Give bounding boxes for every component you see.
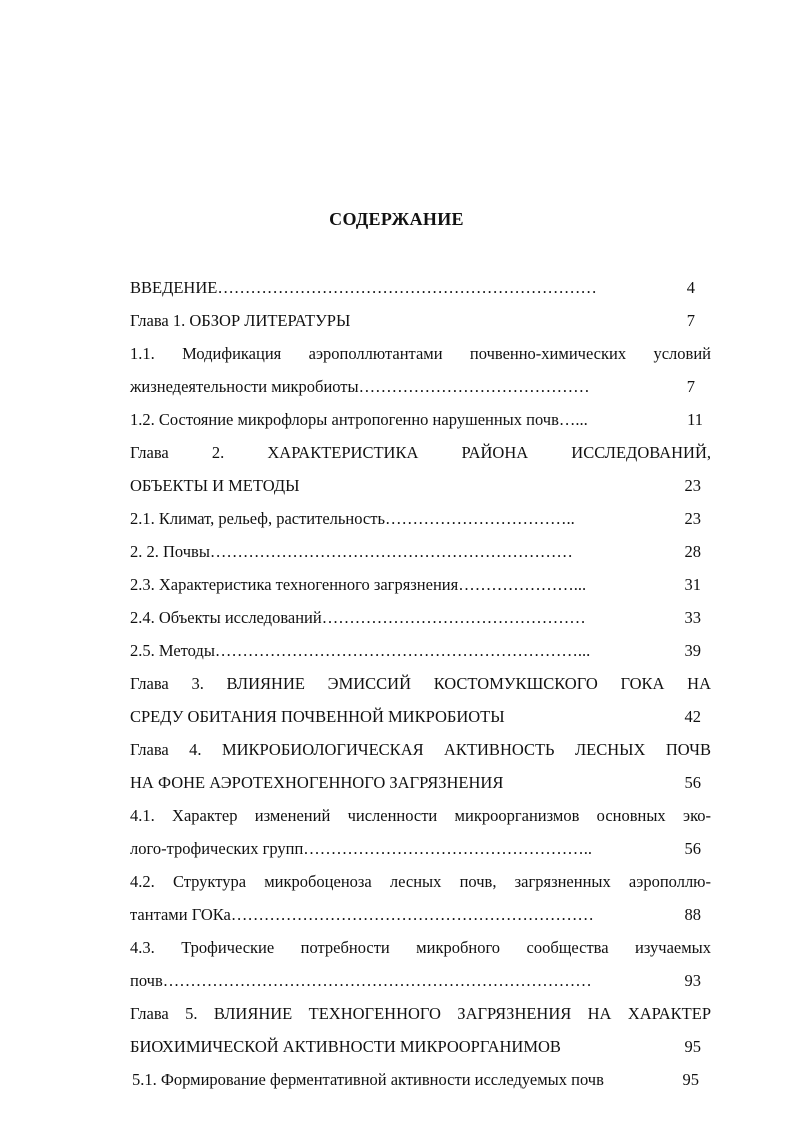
toc-entry-page: 93 xyxy=(684,971,701,990)
toc-entry-text: почв…………………………………………………………………… xyxy=(130,971,592,990)
toc-entry-text: 5.1. Формирование ферментативной активности исследуемых почв xyxy=(132,1070,604,1089)
toc-entry-page: 42 xyxy=(684,707,701,726)
toc-entry-page: 56 xyxy=(684,773,701,792)
toc-entry-text: 2. 2. Почвы………………………………………………………… xyxy=(130,542,573,561)
toc-entry-page: 56 xyxy=(684,839,701,858)
toc-entry-text: 1.2. Состояние микрофлоры антропогенно нарушенных почв…... xyxy=(130,410,588,429)
toc-entry-introduction[interactable] xyxy=(130,276,711,300)
toc-entry-text: ОБЪЕКТЫ И МЕТОДЫ xyxy=(130,476,300,495)
toc-entry-chapter-1[interactable] xyxy=(130,309,711,333)
toc-entry-section-4-1-cont[interactable] xyxy=(130,837,711,861)
toc-entry-text: лого-трофических групп…………………………………………….. xyxy=(130,839,593,858)
toc-entry-section-4-3-cont[interactable] xyxy=(130,969,711,993)
toc-entry-section-4-3[interactable]: 4.3. Трофические потребности микробного сообщества изучаемых xyxy=(130,938,711,957)
toc-entry-section-4-2[interactable]: 4.2. Структура микробоценоза лесных почв, загрязненных аэрополлю- xyxy=(130,872,711,891)
page-title: СОДЕРЖАНИЕ xyxy=(329,209,464,229)
toc-entry-chapter-3-cont[interactable] xyxy=(130,705,711,729)
toc-entry-chapter-4[interactable]: Глава 4. МИКРОБИОЛОГИЧЕСКАЯ АКТИВНОСТЬ ЛЕСНЫХ ПОЧВ xyxy=(130,740,711,759)
toc-entry-text: 2.3. Характеристика техногенного загрязнения…………………... xyxy=(130,575,587,594)
toc-entry-section-2-4[interactable] xyxy=(130,606,711,630)
toc-entry-text: ВВЕДЕНИЕ…………………………………………………………… xyxy=(130,278,597,297)
toc-entry-section-5-1[interactable] xyxy=(132,1068,699,1092)
toc-entry-page: 31 xyxy=(684,575,701,594)
toc-entry-text: 2.4. Объекты исследований………………………………………… xyxy=(130,608,586,627)
toc-entry-section-1-1[interactable]: 1.1. Модификация аэрополлютантами почвенно-химических условий xyxy=(130,344,711,363)
toc-entry-section-1-2[interactable] xyxy=(130,408,711,432)
toc-entry-page: 11 xyxy=(687,410,703,429)
toc-entry-text: жизнедеятельности микробиоты…………………………………… xyxy=(130,377,590,396)
toc-entry-section-4-1[interactable]: 4.1. Характер изменений численности микроорганизмов основных эко- xyxy=(130,806,711,825)
toc-entry-section-4-2-cont[interactable] xyxy=(130,903,711,927)
toc-entry-chapter-2-cont[interactable] xyxy=(130,474,711,498)
toc-entry-text: Глава 1. ОБЗОР ЛИТЕРАТУРЫ xyxy=(130,311,351,330)
toc-entry-chapter-4-cont[interactable] xyxy=(130,771,711,795)
toc-entry-section-1-1-cont[interactable] xyxy=(130,375,711,399)
toc-entry-text: 2.1. Климат, рельеф, растительность…………………………….. xyxy=(130,509,575,528)
toc-entry-text: СРЕДУ ОБИТАНИЯ ПОЧВЕННОЙ МИКРОБИОТЫ xyxy=(130,707,505,726)
toc-entry-chapter-5-cont[interactable] xyxy=(130,1035,711,1059)
toc-entry-page: 7 xyxy=(686,377,695,396)
toc-entry-text: тантами ГОКа………………………………………………………… xyxy=(130,905,594,924)
toc-entry-text: БИОХИМИЧЕСКОЙ АКТИВНОСТИ МИКРООРГАНИМОВ xyxy=(130,1037,561,1056)
toc-entry-chapter-5[interactable]: Глава 5. ВЛИЯНИЕ ТЕХНОГЕННОГО ЗАГРЯЗНЕНИЯ НА ХАРАКТЕР xyxy=(130,1004,711,1023)
toc-entry-section-2-3[interactable] xyxy=(130,573,711,597)
toc-entry-section-2-1[interactable] xyxy=(130,507,711,531)
toc-entry-section-2-5[interactable] xyxy=(130,639,711,663)
toc-entry-text: 2.5. Методы…………………………………………………………... xyxy=(130,641,591,660)
toc-entry-page: 95 xyxy=(682,1070,699,1089)
toc-entry-page: 23 xyxy=(684,476,701,495)
toc-entry-text: НА ФОНЕ АЭРОТЕХНОГЕННОГО ЗАГРЯЗНЕНИЯ xyxy=(130,773,504,792)
toc-entry-page: 4 xyxy=(686,278,695,297)
toc-entry-section-2-2[interactable] xyxy=(130,540,711,564)
toc-entry-page: 28 xyxy=(684,542,701,561)
toc-entry-page: 7 xyxy=(686,311,695,330)
toc-entry-page: 88 xyxy=(684,905,701,924)
toc-entry-page: 23 xyxy=(684,509,701,528)
toc-entry-page: 33 xyxy=(684,608,701,627)
toc-entry-chapter-2[interactable]: Глава 2. ХАРАКТЕРИСТИКА РАЙОНА ИССЛЕДОВАНИЙ, xyxy=(130,443,711,462)
toc-entry-page: 95 xyxy=(684,1037,701,1056)
toc-entry-page: 39 xyxy=(684,641,701,660)
toc-entry-chapter-3[interactable]: Глава 3. ВЛИЯНИЕ ЭМИССИЙ КОСТОМУКШСКОГО ГОКА НА xyxy=(130,674,711,693)
